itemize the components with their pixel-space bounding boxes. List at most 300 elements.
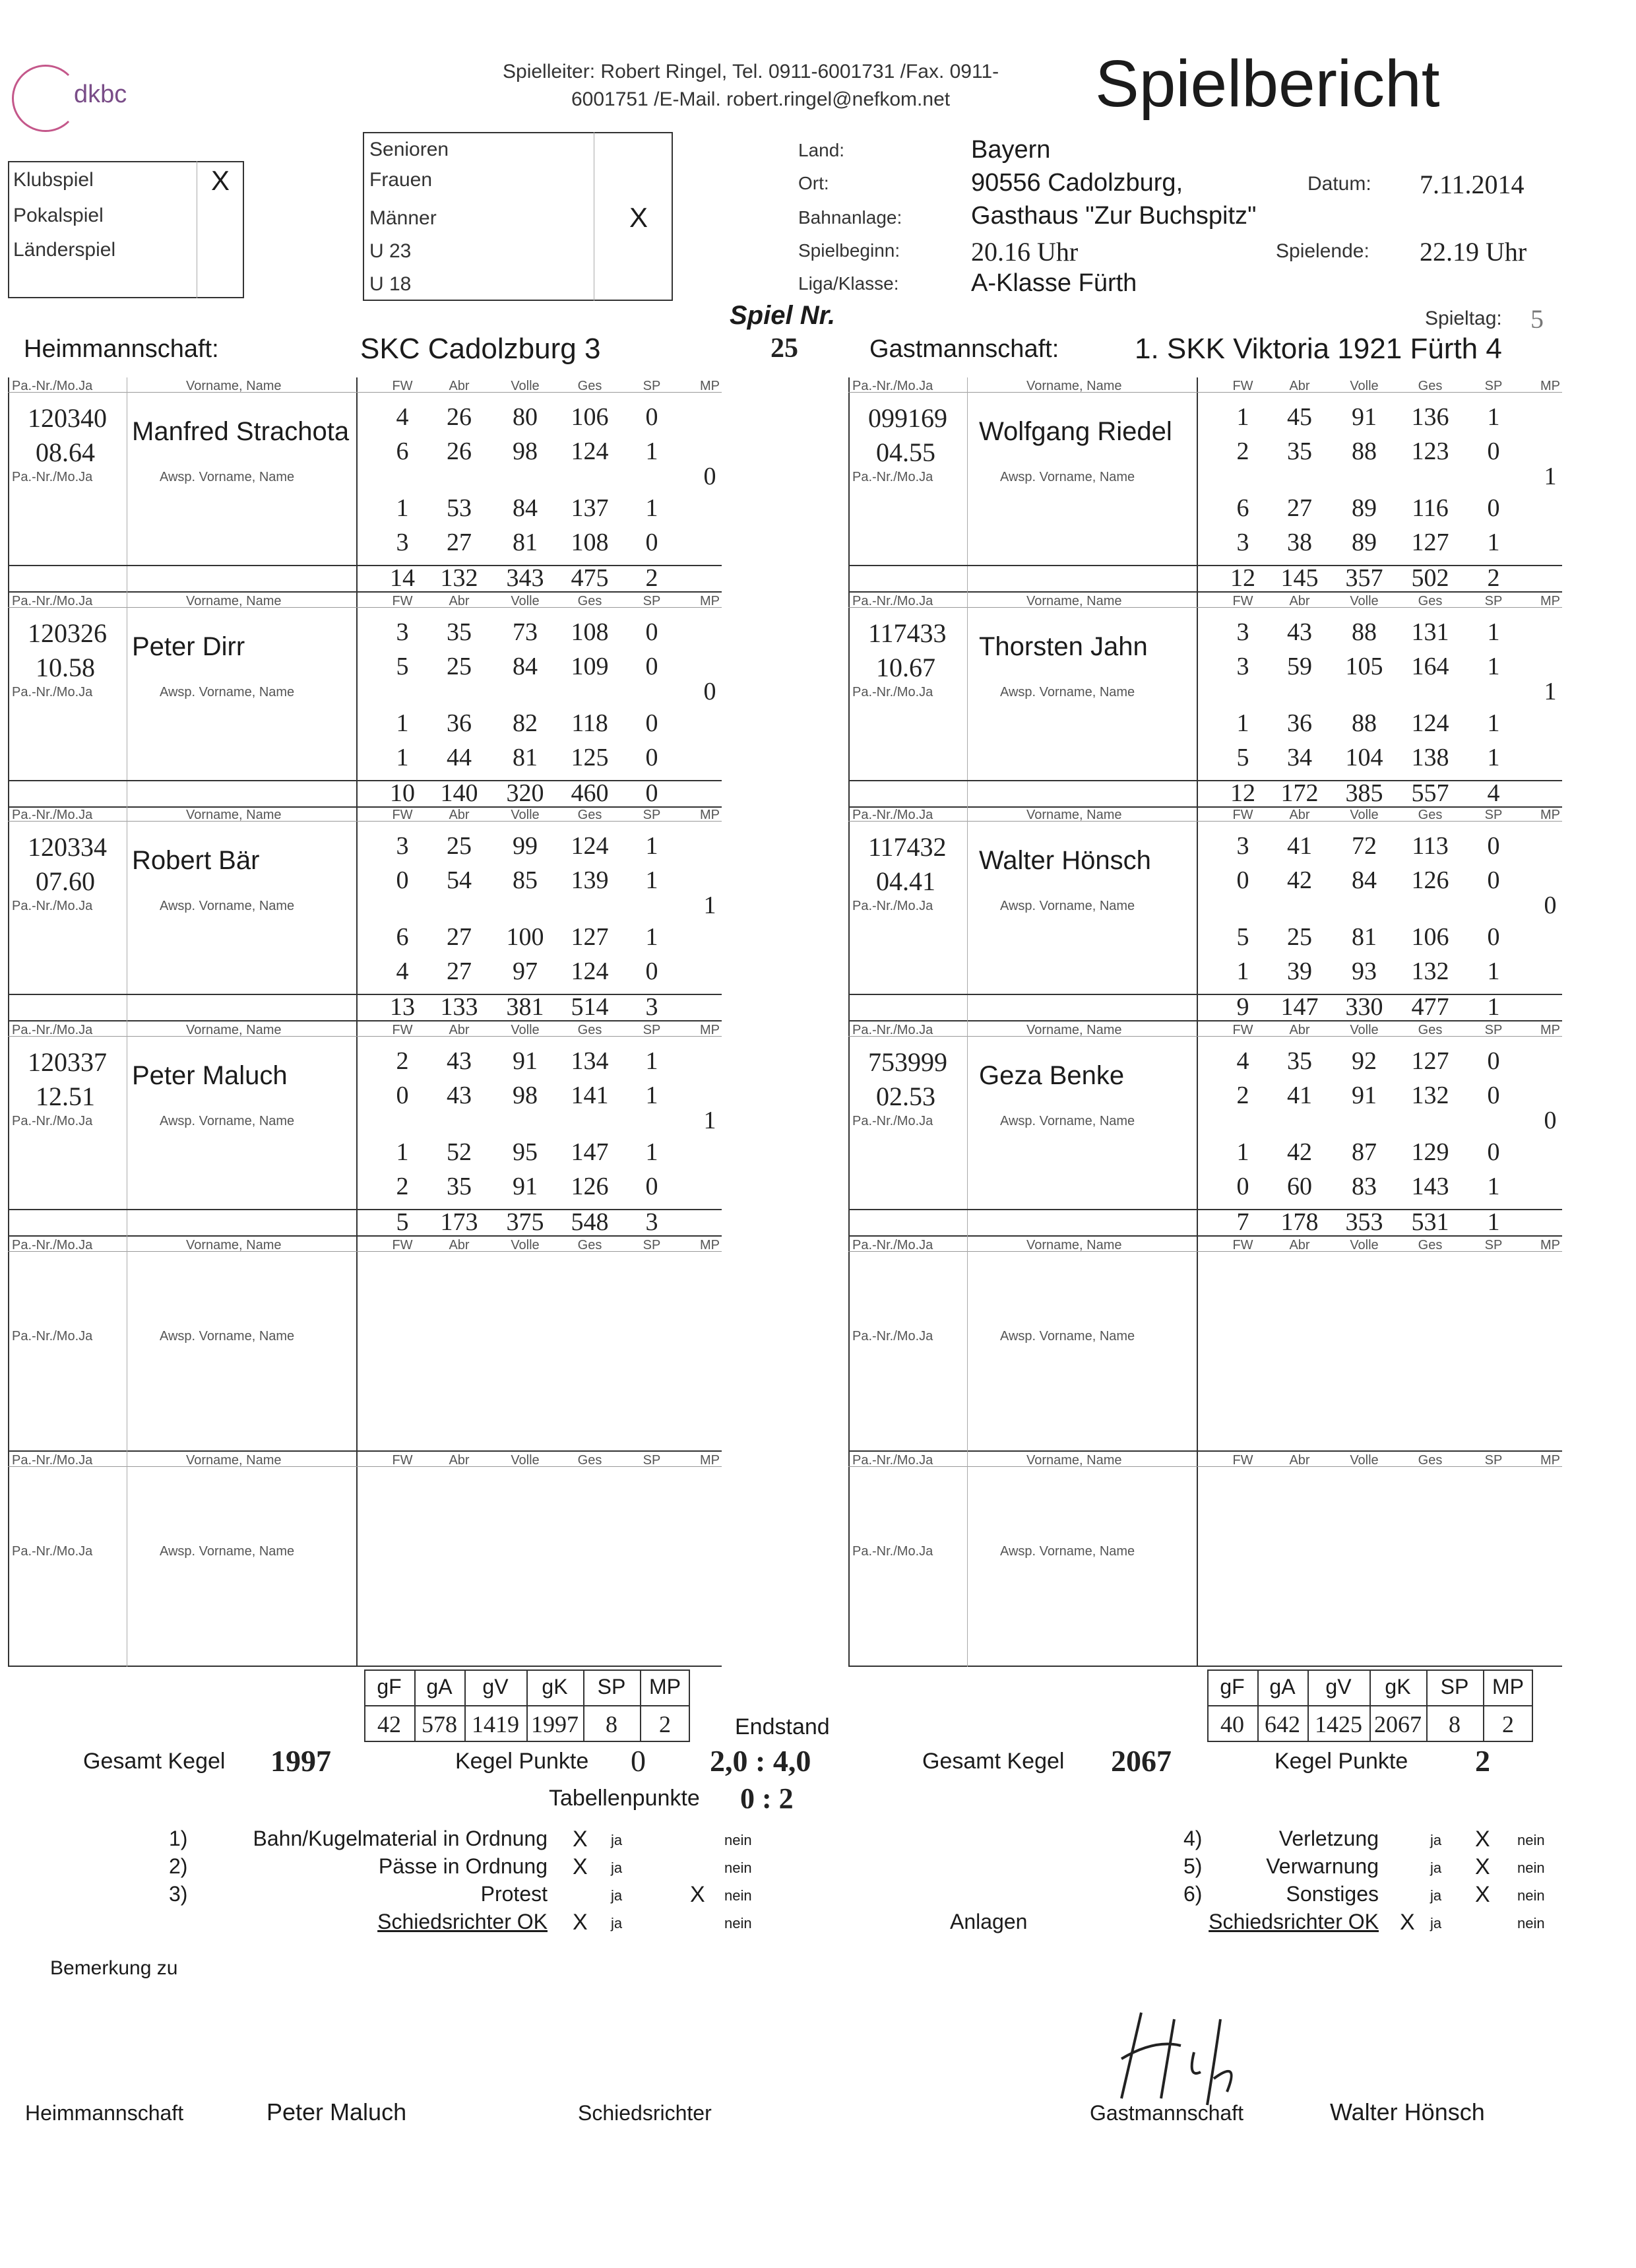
col-header-abr: Abr xyxy=(1289,1023,1310,1037)
col-header-ges: Ges xyxy=(577,1023,602,1037)
summary-header: MP xyxy=(1492,1675,1524,1699)
lane-value: 26 xyxy=(447,437,472,465)
lane-value: 0 xyxy=(396,866,409,894)
lane-value: 124 xyxy=(1411,709,1449,737)
lane-value: 41 xyxy=(1287,832,1312,860)
block-divider xyxy=(356,1452,358,1667)
col-header-sp: SP xyxy=(643,1453,661,1468)
col-header-fw: FW xyxy=(392,379,413,393)
player-mp: 1 xyxy=(703,891,716,919)
lane-value: 1 xyxy=(645,923,658,951)
footer-gast-label: Gastmannschaft xyxy=(1090,2101,1243,2125)
footer-heim-label: Heimmannschaft xyxy=(25,2101,184,2125)
player-mp: 1 xyxy=(1544,678,1557,705)
lane-value: 87 xyxy=(1352,1138,1377,1166)
lane-value: 1 xyxy=(1236,709,1249,737)
header-line xyxy=(8,1466,722,1467)
bahnanlage-value: Gasthaus "Zur Buchspitz" xyxy=(971,202,1257,230)
awsp-label: Awsp. Vorname, Name xyxy=(1000,899,1135,913)
total-value: 5 xyxy=(396,1208,409,1236)
col-header-abr: Abr xyxy=(1289,1238,1310,1252)
tabellenpunkte-value: 0 : 2 xyxy=(740,1782,794,1815)
header-line xyxy=(848,1466,1562,1467)
pa-nr-label: Pa.-Nr./Mo.Ja xyxy=(12,1023,93,1037)
nr-divider xyxy=(967,1452,968,1667)
total-value: 145 xyxy=(1280,564,1319,592)
lane-value: 1 xyxy=(1236,1138,1249,1166)
lane-value: 42 xyxy=(1287,1138,1312,1166)
awsp-label: Awsp. Vorname, Name xyxy=(1000,1544,1135,1559)
vorname-label: Vorname, Name xyxy=(186,1453,282,1468)
check-number: 4) xyxy=(1183,1827,1203,1850)
awsp-label: Awsp. Vorname, Name xyxy=(160,1544,295,1559)
lane-value: 27 xyxy=(447,923,472,951)
nr-divider xyxy=(967,1021,968,1237)
check-mark: X xyxy=(573,1910,588,1935)
ja-label: ja xyxy=(611,1915,623,1931)
nr-divider xyxy=(967,377,968,593)
lane-value: 88 xyxy=(1352,618,1377,646)
lane-value: 0 xyxy=(645,529,658,556)
lane-value: 125 xyxy=(571,744,609,771)
ja-label: ja xyxy=(611,1887,623,1904)
total-value: 9 xyxy=(1236,993,1249,1021)
vorname-label: Vorname, Name xyxy=(1026,1238,1122,1252)
check-label: Protest xyxy=(480,1882,548,1906)
spieltag-label: Spieltag: xyxy=(1425,308,1502,329)
lane-value: 43 xyxy=(1287,618,1312,646)
lane-value: 0 xyxy=(1487,1138,1500,1166)
total-value: 1 xyxy=(1487,993,1500,1021)
lane-value: 1 xyxy=(1487,618,1500,646)
lane-value: 126 xyxy=(571,1173,609,1200)
lane-value: 124 xyxy=(571,957,609,985)
nein-label: nein xyxy=(724,1860,752,1876)
player-number: 753999 xyxy=(868,1047,947,1077)
spielbeginn-label: Spielbeginn: xyxy=(798,240,900,261)
lane-value: 89 xyxy=(1352,529,1377,556)
lane-value: 1 xyxy=(1487,403,1500,431)
col-header-mp: MP xyxy=(700,1238,720,1252)
check-mark: X xyxy=(573,1854,588,1879)
lane-value: 99 xyxy=(513,832,538,860)
guest-team-name: 1. SKK Viktoria 1921 Fürth 4 xyxy=(1135,333,1502,365)
col-header-abr: Abr xyxy=(449,1238,470,1252)
total-value: 531 xyxy=(1411,1208,1449,1236)
dkbc-logo xyxy=(9,61,141,140)
total-value: 4 xyxy=(1487,779,1500,807)
block-divider xyxy=(356,1237,358,1452)
game-type-laenderspiel: Länderspiel xyxy=(13,239,116,261)
lane-value: 1 xyxy=(1487,653,1500,680)
ja-label: ja xyxy=(611,1860,623,1876)
lane-value: 42 xyxy=(1287,866,1312,894)
spielbeginn-value: 20.16 Uhr xyxy=(971,237,1079,267)
lane-value: 0 xyxy=(645,957,658,985)
col-header-volle: Volle xyxy=(1350,808,1379,822)
col-header-volle: Volle xyxy=(1350,379,1379,393)
check-number: 3) xyxy=(169,1882,188,1906)
category-mark: X xyxy=(629,202,648,233)
pa-nr-awsp-label: Pa.-Nr./Mo.Ja xyxy=(852,470,933,484)
category-maenner: Männer xyxy=(369,207,437,229)
home-team-label: Heimmannschaft: xyxy=(24,335,219,363)
col-header-ges: Ges xyxy=(1418,1453,1443,1468)
col-header-abr: Abr xyxy=(449,1453,470,1468)
lane-value: 127 xyxy=(571,923,609,951)
game-type-pokalspiel: Pokalspiel xyxy=(13,205,104,226)
lane-value: 100 xyxy=(506,923,544,951)
total-value: 10 xyxy=(390,779,415,807)
lane-value: 27 xyxy=(1287,494,1312,522)
col-header-volle: Volle xyxy=(511,1453,540,1468)
check-mark: X xyxy=(1475,1882,1490,1907)
col-header-volle: Volle xyxy=(1350,1023,1379,1037)
player-name: Robert Bär xyxy=(132,846,260,875)
lane-value: 129 xyxy=(1411,1138,1449,1166)
lane-value: 124 xyxy=(571,437,609,465)
lane-value: 109 xyxy=(571,653,609,680)
total-value: 357 xyxy=(1345,564,1383,592)
spielende-label: Spielende: xyxy=(1276,240,1369,262)
player-mo-ja: 10.67 xyxy=(876,653,935,682)
pa-nr-label: Pa.-Nr./Mo.Ja xyxy=(12,1238,93,1252)
lane-value: 164 xyxy=(1411,653,1449,680)
vorname-label: Vorname, Name xyxy=(186,379,282,393)
total-value: 514 xyxy=(571,993,609,1021)
block-divider xyxy=(1197,1021,1198,1237)
pa-nr-awsp-label: Pa.-Nr./Mo.Ja xyxy=(852,1544,933,1559)
col-header-volle: Volle xyxy=(511,808,540,822)
game-type-mark: X xyxy=(211,165,230,196)
col-header-ges: Ges xyxy=(1418,1238,1443,1252)
lane-value: 1 xyxy=(396,494,409,522)
header-line xyxy=(8,821,722,822)
lane-value: 0 xyxy=(1236,866,1249,894)
player-name: Peter Dirr xyxy=(132,632,245,661)
col-header-sp: SP xyxy=(643,1023,661,1037)
lane-value: 0 xyxy=(1487,832,1500,860)
total-value: 375 xyxy=(506,1208,544,1236)
block-divider xyxy=(356,1021,358,1237)
category-u18: U 18 xyxy=(369,273,412,295)
liga-label: Liga/Klasse: xyxy=(798,273,899,294)
total-value: 548 xyxy=(571,1208,609,1236)
col-header-fw: FW xyxy=(392,594,413,608)
col-header-ges: Ges xyxy=(1418,594,1443,608)
player-number: 117433 xyxy=(868,618,947,648)
lane-value: 0 xyxy=(396,1082,409,1109)
lane-value: 93 xyxy=(1352,957,1377,985)
summary-value: 2 xyxy=(659,1711,671,1737)
lane-value: 35 xyxy=(1287,437,1312,465)
lane-value: 105 xyxy=(1345,653,1383,680)
col-header-sp: SP xyxy=(1484,1238,1503,1252)
lane-value: 1 xyxy=(645,866,658,894)
summary-header: SP xyxy=(1440,1675,1469,1699)
guest-signature xyxy=(1095,1999,1267,2118)
header-line xyxy=(8,1036,722,1037)
block-divider xyxy=(356,593,358,808)
lane-value: 147 xyxy=(571,1138,609,1166)
lane-value: 108 xyxy=(571,618,609,646)
summary-header: gV xyxy=(1325,1675,1352,1699)
vorname-label: Vorname, Name xyxy=(186,1238,282,1252)
pa-nr-label: Pa.-Nr./Mo.Ja xyxy=(852,1238,933,1252)
lane-value: 41 xyxy=(1287,1082,1312,1109)
col-header-fw: FW xyxy=(392,1238,413,1252)
category-u23: U 23 xyxy=(369,240,412,262)
lane-value: 126 xyxy=(1411,866,1449,894)
lane-value: 98 xyxy=(513,1082,538,1109)
total-value: 2 xyxy=(1487,564,1500,592)
summary-header: gF xyxy=(377,1675,402,1699)
col-header-ges: Ges xyxy=(1418,379,1443,393)
total-value: 0 xyxy=(645,779,658,807)
summary-value: 40 xyxy=(1220,1711,1244,1737)
lane-value: 0 xyxy=(1487,494,1500,522)
guest-team-label: Gastmannschaft: xyxy=(869,335,1059,363)
col-header-volle: Volle xyxy=(511,594,540,608)
col-header-abr: Abr xyxy=(449,1023,470,1037)
col-header-fw: FW xyxy=(1232,1023,1253,1037)
col-header-fw: FW xyxy=(1232,1238,1253,1252)
header-line xyxy=(8,607,722,608)
lane-value: 6 xyxy=(396,437,409,465)
check-label: Pässe in Ordnung xyxy=(378,1854,548,1878)
lane-value: 124 xyxy=(571,832,609,860)
lane-value: 1 xyxy=(1236,403,1249,431)
col-header-mp: MP xyxy=(1540,594,1560,608)
pa-nr-awsp-label: Pa.-Nr./Mo.Ja xyxy=(12,899,93,913)
vorname-label: Vorname, Name xyxy=(1026,1023,1122,1037)
pa-nr-label: Pa.-Nr./Mo.Ja xyxy=(12,379,93,393)
lane-value: 0 xyxy=(1487,1082,1500,1109)
lane-value: 1 xyxy=(645,1082,658,1109)
col-header-sp: SP xyxy=(1484,379,1503,393)
summary-value: 1997 xyxy=(531,1711,579,1737)
endstand-label: Endstand xyxy=(735,1714,830,1739)
player-number: 099169 xyxy=(868,403,947,433)
block-divider xyxy=(1197,377,1198,593)
col-header-ges: Ges xyxy=(577,1238,602,1252)
col-header-abr: Abr xyxy=(1289,1453,1310,1468)
lane-value: 141 xyxy=(571,1082,609,1109)
lane-value: 1 xyxy=(1487,957,1500,985)
total-value: 353 xyxy=(1345,1208,1383,1236)
pa-nr-label: Pa.-Nr./Mo.Ja xyxy=(852,379,933,393)
lane-value: 3 xyxy=(396,618,409,646)
lane-value: 138 xyxy=(1411,744,1449,771)
guest-kegel-punkte: 2 xyxy=(1475,1744,1490,1778)
lane-value: 143 xyxy=(1411,1173,1449,1200)
lane-value: 35 xyxy=(1287,1047,1312,1075)
col-header-mp: MP xyxy=(1540,808,1560,822)
block-bottom-line xyxy=(848,1666,1562,1667)
total-value: 2 xyxy=(645,564,658,592)
col-header-volle: Volle xyxy=(1350,1238,1379,1252)
block-divider xyxy=(1197,1237,1198,1452)
datum-label: Datum: xyxy=(1307,173,1371,195)
col-header-fw: FW xyxy=(1232,379,1253,393)
lane-value: 81 xyxy=(1352,923,1377,951)
lane-value: 25 xyxy=(1287,923,1312,951)
lane-value: 91 xyxy=(1352,1082,1377,1109)
game-type-klubspiel: Klubspiel xyxy=(13,169,94,191)
lane-value: 2 xyxy=(396,1047,409,1075)
lane-value: 81 xyxy=(513,744,538,771)
col-header-abr: Abr xyxy=(449,379,470,393)
awsp-label: Awsp. Vorname, Name xyxy=(160,899,295,913)
player-block xyxy=(848,1452,1562,1667)
col-header-mp: MP xyxy=(1540,1023,1560,1037)
col-header-fw: FW xyxy=(392,808,413,822)
lane-value: 3 xyxy=(1236,529,1249,556)
block-divider xyxy=(1197,806,1198,1021)
player-mo-ja: 10.58 xyxy=(36,653,95,682)
lane-value: 0 xyxy=(645,653,658,680)
lane-value: 1 xyxy=(645,832,658,860)
lane-value: 44 xyxy=(447,744,472,771)
summary-header: gK xyxy=(542,1675,568,1699)
ja-label: ja xyxy=(1430,1887,1442,1904)
lane-value: 1 xyxy=(645,437,658,465)
lane-value: 1 xyxy=(645,494,658,522)
player-mo-ja: 02.53 xyxy=(876,1082,935,1111)
lane-value: 81 xyxy=(513,529,538,556)
check-label: Verwarnung xyxy=(1266,1854,1379,1878)
nr-divider xyxy=(967,1237,968,1452)
lane-value: 108 xyxy=(571,529,609,556)
lane-value: 3 xyxy=(1236,618,1249,646)
col-header-sp: SP xyxy=(643,808,661,822)
awsp-label: Awsp. Vorname, Name xyxy=(1000,685,1135,699)
lane-value: 0 xyxy=(1487,866,1500,894)
lane-value: 127 xyxy=(1411,1047,1449,1075)
total-value: 381 xyxy=(506,993,544,1021)
logo-text: dkbc xyxy=(74,81,127,108)
vorname-label: Vorname, Name xyxy=(1026,1453,1122,1468)
player-mp: 0 xyxy=(703,463,716,490)
home-gesamt-kegel: 1997 xyxy=(270,1744,331,1778)
page-title: Spielbericht xyxy=(1095,47,1440,121)
summary-header: gV xyxy=(482,1675,509,1699)
lane-value: 35 xyxy=(447,1173,472,1200)
col-header-mp: MP xyxy=(700,1023,720,1037)
nein-label: nein xyxy=(724,1832,752,1848)
pa-nr-label: Pa.-Nr./Mo.Ja xyxy=(12,808,93,822)
nr-divider xyxy=(967,806,968,1021)
lane-value: 116 xyxy=(1412,494,1449,522)
lane-value: 52 xyxy=(447,1138,472,1166)
lane-value: 5 xyxy=(1236,923,1249,951)
nr-divider xyxy=(967,593,968,808)
total-value: 172 xyxy=(1280,779,1319,807)
col-header-ges: Ges xyxy=(1418,808,1443,822)
lane-value: 2 xyxy=(1236,437,1249,465)
lane-value: 104 xyxy=(1345,744,1383,771)
lane-value: 60 xyxy=(1287,1173,1312,1200)
lane-value: 35 xyxy=(447,618,472,646)
col-header-fw: FW xyxy=(1232,594,1253,608)
lane-value: 3 xyxy=(396,832,409,860)
footer-heim-name: Peter Maluch xyxy=(267,2098,407,2125)
lane-value: 5 xyxy=(396,653,409,680)
lane-value: 0 xyxy=(1487,1047,1500,1075)
col-header-sp: SP xyxy=(1484,808,1503,822)
ja-label: ja xyxy=(1430,1915,1442,1931)
lane-value: 137 xyxy=(571,494,609,522)
col-header-abr: Abr xyxy=(1289,594,1310,608)
summary-value: 8 xyxy=(606,1711,617,1737)
lane-value: 82 xyxy=(513,709,538,737)
datum-value: 7.11.2014 xyxy=(1420,170,1525,199)
awsp-label: Awsp. Vorname, Name xyxy=(1000,1329,1135,1344)
lane-value: 123 xyxy=(1411,437,1449,465)
spieltag-value: 5 xyxy=(1530,304,1544,334)
col-header-abr: Abr xyxy=(449,594,470,608)
vorname-label: Vorname, Name xyxy=(1026,808,1122,822)
nein-label: nein xyxy=(1517,1832,1545,1848)
player-name: Peter Maluch xyxy=(132,1061,288,1090)
footer-schiedsrichter-label: Schiedsrichter xyxy=(578,2101,712,2125)
col-header-sp: SP xyxy=(1484,1453,1503,1468)
lane-value: 84 xyxy=(513,653,538,680)
awsp-label: Awsp. Vorname, Name xyxy=(1000,470,1135,484)
home-kegel-punkte: 0 xyxy=(631,1744,646,1778)
col-header-abr: Abr xyxy=(449,808,470,822)
lane-value: 0 xyxy=(645,403,658,431)
tabellenpunkte-label: Tabellenpunkte xyxy=(549,1786,700,1811)
lane-value: 0 xyxy=(1487,437,1500,465)
total-value: 475 xyxy=(571,564,609,592)
block-divider xyxy=(356,806,358,1021)
summary-value: 1425 xyxy=(1315,1711,1362,1737)
lane-value: 131 xyxy=(1411,618,1449,646)
player-mp: 0 xyxy=(1544,1107,1557,1134)
player-mp: 0 xyxy=(1544,891,1557,919)
col-header-fw: FW xyxy=(1232,1453,1253,1468)
summary-value: 642 xyxy=(1265,1711,1300,1737)
col-header-ges: Ges xyxy=(577,594,602,608)
total-value: 12 xyxy=(1230,779,1255,807)
lane-value: 80 xyxy=(513,403,538,431)
lane-value: 84 xyxy=(1352,866,1377,894)
summary-header: SP xyxy=(597,1675,626,1699)
header-line xyxy=(8,392,722,393)
total-value: 178 xyxy=(1280,1208,1319,1236)
player-block xyxy=(8,1452,722,1667)
player-number: 120326 xyxy=(28,618,107,648)
col-header-volle: Volle xyxy=(1350,1453,1379,1468)
spiel-nr-value: 25 xyxy=(771,333,798,364)
summary-header: MP xyxy=(649,1675,681,1699)
lane-value: 1 xyxy=(1487,709,1500,737)
total-value: 1 xyxy=(1487,1208,1500,1236)
vorname-label: Vorname, Name xyxy=(186,594,282,608)
lane-value: 88 xyxy=(1352,709,1377,737)
lane-value: 132 xyxy=(1411,957,1449,985)
lane-value: 1 xyxy=(1487,744,1500,771)
player-name: Walter Hönsch xyxy=(979,846,1151,875)
player-mp: 1 xyxy=(1544,463,1557,490)
lane-value: 139 xyxy=(571,866,609,894)
ja-label: ja xyxy=(1430,1832,1442,1848)
col-header-mp: MP xyxy=(1540,379,1560,393)
player-mp: 1 xyxy=(703,1107,716,1134)
lane-value: 106 xyxy=(571,403,609,431)
lane-value: 127 xyxy=(1411,529,1449,556)
